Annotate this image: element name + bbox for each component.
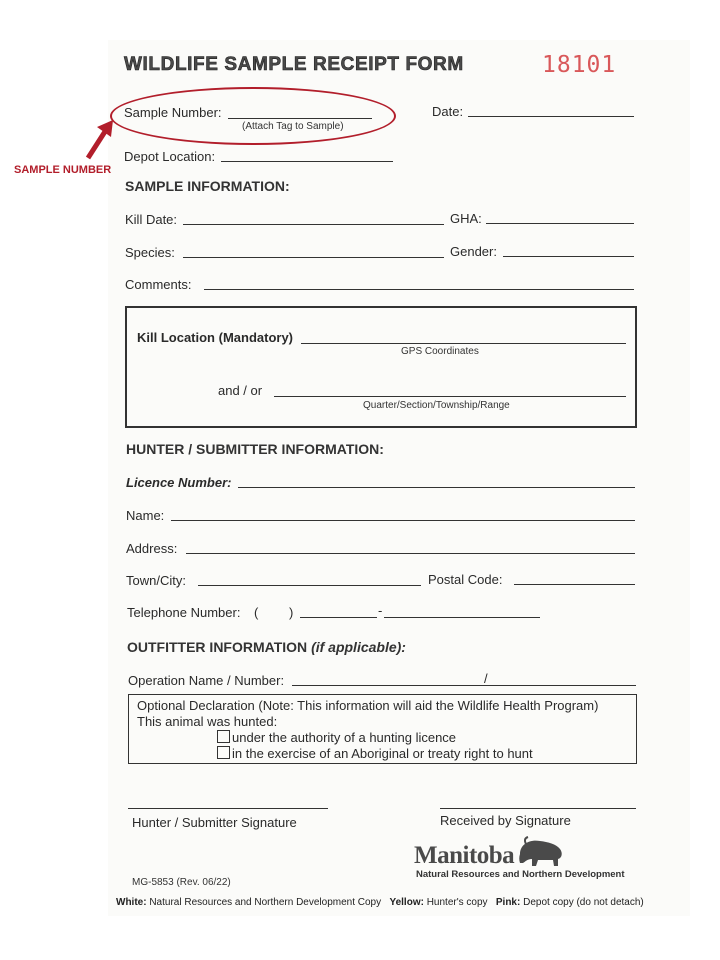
town-city-label: Town/City: xyxy=(126,573,186,588)
attach-note: (Attach Tag to Sample) xyxy=(242,121,344,132)
kill-date-label: Kill Date: xyxy=(125,212,178,227)
declaration-option-1[interactable] xyxy=(217,730,456,745)
pink-label: Pink: xyxy=(495,897,521,908)
hunter-signature-field[interactable] xyxy=(128,808,328,809)
department-name: Natural Resources and Northern Development xyxy=(416,869,625,880)
white-label: White: xyxy=(116,897,147,908)
species-field[interactable] xyxy=(183,257,444,258)
declaration-option-2[interactable] xyxy=(217,746,533,761)
gha-label: GHA: xyxy=(450,211,482,226)
outfitter-heading-note: (if applicable): xyxy=(311,639,406,655)
phone-line-field[interactable] xyxy=(384,617,540,618)
sample-number-label: Sample Number: xyxy=(124,105,222,120)
form-code: MG-5853 (Rev. 06/22) xyxy=(132,877,231,888)
sample-info-heading: SAMPLE INFORMATION: xyxy=(125,178,290,194)
area-code-open: ( xyxy=(254,605,259,620)
yellow-label: Yellow: xyxy=(389,897,424,908)
name-field[interactable] xyxy=(171,520,635,521)
comments-label: Comments: xyxy=(125,277,192,292)
hunter-signature-label: Hunter / Submitter Signature xyxy=(132,815,297,830)
town-city-field[interactable] xyxy=(198,585,421,586)
gender-label: Gender: xyxy=(450,244,497,259)
telephone-label: Telephone Number: xyxy=(127,605,241,620)
name-label: Name: xyxy=(126,508,165,523)
address-label: Address: xyxy=(126,541,178,556)
and-or-label: and / or xyxy=(218,383,263,398)
depot-location-label: Depot Location: xyxy=(124,149,216,164)
white-text: Natural Resources and Northern Development Copy xyxy=(149,897,382,908)
option1-text: under the authority of a hunting licence xyxy=(232,730,457,745)
postal-code-label: Postal Code: xyxy=(428,572,503,587)
qstr-field[interactable] xyxy=(274,396,626,397)
manitoba-wordmark: Manitoba xyxy=(414,842,515,869)
received-signature-field[interactable] xyxy=(440,808,636,809)
licence-number-label: Licence Number: xyxy=(126,475,232,490)
phone-prefix-field[interactable] xyxy=(300,617,377,618)
option2-text: in the exercise of an Aboriginal or treaty right to hunt xyxy=(232,746,533,761)
kill-date-field[interactable] xyxy=(183,224,444,225)
licence-number-field[interactable] xyxy=(238,487,635,488)
phone-dash: - xyxy=(378,603,383,618)
annotation-label: SAMPLE NUMBER xyxy=(14,164,112,176)
gha-field[interactable] xyxy=(486,223,634,224)
operation-slash: / xyxy=(484,671,488,686)
serial-number: 18101 xyxy=(542,52,617,78)
gender-field[interactable] xyxy=(503,256,634,257)
pink-text: Depot copy (do not detach) xyxy=(523,897,644,908)
arrow-icon xyxy=(80,118,120,164)
copy-distribution-footer xyxy=(116,897,644,908)
postal-code-field[interactable] xyxy=(514,584,635,585)
gps-coordinates-field[interactable] xyxy=(301,343,626,344)
address-field[interactable] xyxy=(186,553,635,554)
bison-icon xyxy=(516,836,566,868)
operation-label: Operation Name / Number: xyxy=(128,673,285,688)
checkbox-treaty-right[interactable] xyxy=(217,746,230,759)
species-label: Species: xyxy=(125,245,175,260)
outfitter-info-heading xyxy=(127,639,406,655)
date-field[interactable] xyxy=(468,116,634,117)
checkbox-licence[interactable] xyxy=(217,730,230,743)
date-label: Date: xyxy=(432,104,464,119)
gps-caption: GPS Coordinates xyxy=(401,346,479,357)
yellow-text: Hunter's copy xyxy=(426,897,488,908)
outfitter-heading-text: OUTFITTER INFORMATION xyxy=(127,639,308,655)
area-code-close: ) xyxy=(289,605,294,620)
qstr-caption: Quarter/Section/Township/Range xyxy=(363,400,510,411)
form-title: WILDLIFE SAMPLE RECEIPT FORM xyxy=(124,54,464,75)
received-signature-label: Received by Signature xyxy=(440,813,571,828)
hunter-info-heading: HUNTER / SUBMITTER INFORMATION: xyxy=(126,441,384,457)
depot-location-field[interactable] xyxy=(221,161,393,162)
operation-field[interactable] xyxy=(292,685,636,686)
kill-location-label: Kill Location (Mandatory) xyxy=(137,330,293,345)
sample-number-field[interactable] xyxy=(228,118,372,119)
comments-field[interactable] xyxy=(204,289,634,290)
declaration-line2: This animal was hunted: xyxy=(137,714,278,729)
declaration-line1: Optional Declaration (Note: This information will aid the Wildlife Health Program) xyxy=(137,698,599,713)
